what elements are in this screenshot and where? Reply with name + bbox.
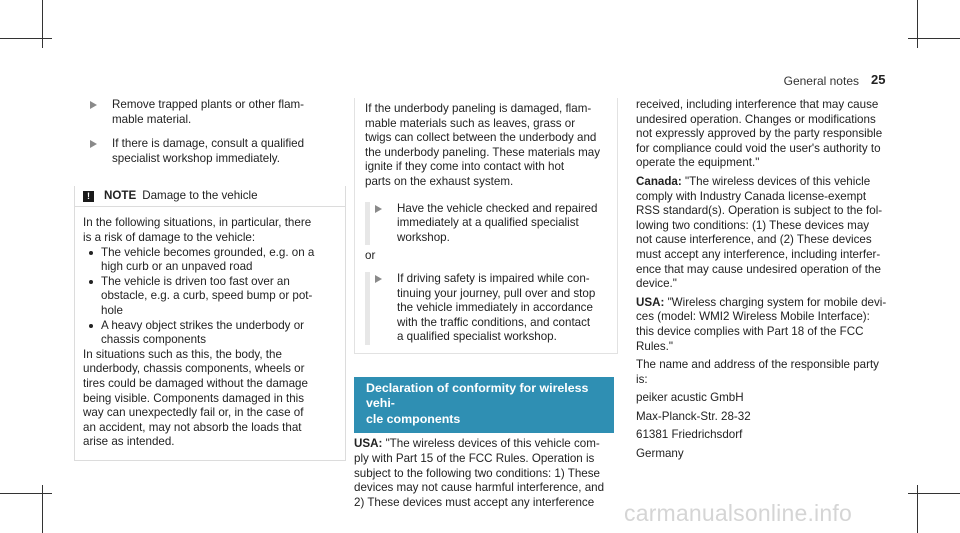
- usa-wireless-paragraph: [636, 296, 898, 354]
- note-box: [74, 186, 346, 461]
- bullet-icon: [89, 280, 93, 284]
- step-item: [80, 98, 342, 137]
- address-line: Max-Planck-Str. 28-32: [636, 409, 751, 423]
- note-title: Damage to the vehicle: [142, 189, 258, 203]
- note-intro: In the following situations, in particular, there is a risk of damage to the vehicle:: [83, 216, 312, 244]
- usa-text: "The wireless devices of this vehicle com- ply with Part 15 of the FCC Rules. Operation is subject to the following two conditions: 1) These devices may not cause harmful interference, and 2) These devices must accept any interference: [354, 437, 605, 509]
- step-text: Remove trapped plants or other flam- mable material.: [112, 98, 305, 126]
- crop-mark: [42, 485, 43, 533]
- canada-text: "The wireless devices of this vehicle comply with Industry Canada license-exempt RSS standard(s). Operation is subject to the fol- lowing two conditions: (1) These devices may not cause interference, and (2) These devices must accept any interference, including interfer- ence that may cause undesired operation of the device.": [636, 174, 883, 291]
- note-closing: In situations such as this, the body, the underbody, chassis components, wheels or tires could be damaged without the damage being visible. Components damaged in this way can unexpectedly fail or, in the case of an accident, may not absorb the loads that arise as intended.: [83, 347, 308, 449]
- canada-paragraph: [636, 175, 898, 292]
- step-text: If there is damage, consult a qualified specialist workshop immediately.: [112, 137, 305, 165]
- crop-mark: [0, 38, 52, 39]
- crop-mark: [0, 493, 52, 494]
- note-header: [75, 186, 345, 207]
- note-label: NOTE: [104, 189, 137, 203]
- column-1: [80, 98, 342, 461]
- crop-mark: [42, 0, 43, 48]
- usa-label: USA:: [636, 295, 665, 309]
- crop-mark: [917, 0, 918, 48]
- watermark: carmanualsonline.info: [624, 500, 852, 526]
- arrow-right-icon: [90, 140, 97, 148]
- or-text: or: [365, 249, 376, 263]
- responsible-party-text: The name and address of the responsible party is:: [636, 358, 879, 386]
- arrow-right-icon: [375, 275, 382, 283]
- list-item: The vehicle becomes grounded, e.g. on a high curb or an unpaved road: [83, 246, 337, 275]
- step-item: [365, 202, 617, 246]
- usa-paragraph: [354, 437, 624, 510]
- crop-mark: [908, 493, 960, 494]
- column-3: [636, 98, 898, 462]
- note-bullet-list: [83, 246, 337, 348]
- exclamation-icon: !: [83, 191, 94, 202]
- address-line: peiker acustic GmbH: [636, 391, 744, 405]
- list-item: A heavy object strikes the underbody or chassis components: [83, 319, 337, 348]
- usa-text: "Wireless charging system for mobile devi- ces (model: WMI2 Wireless Mobile Interface): this device complies with Part 18 of the FCC Rules.": [636, 295, 887, 353]
- page-number: 25: [871, 72, 886, 87]
- underbody-intro: If the underbody paneling is damaged, flam- mable materials such as leaves, grass or twigs can collect between the underbody and the underbody paneling. These materials may ignite if they come into contact with hot parts on the exhaust system.: [365, 102, 601, 188]
- crop-mark: [908, 38, 960, 39]
- step-item: [80, 137, 342, 186]
- crop-mark: [917, 485, 918, 533]
- usa-label: USA:: [354, 437, 383, 451]
- step-text: Have the vehicle checked and repaired immediately at a qualified specialist workshop.: [397, 201, 598, 244]
- bullet-icon: [89, 251, 93, 255]
- note-body: [75, 207, 345, 450]
- section-title: General notes: [783, 74, 859, 88]
- column-2: [354, 98, 624, 510]
- section-heading: Declaration of conformity for wireless vehi- cle components: [354, 377, 614, 434]
- address-line: 61381 Friedrichsdorf: [636, 428, 743, 442]
- step-item: [365, 272, 617, 345]
- address-line: Germany: [636, 447, 684, 461]
- step-text: If driving safety is impaired while con- tinuing your journey, pull over and stop the vehicle immediately in accordance with the traffic conditions, and contact a qualified specialist workshop.: [397, 271, 596, 344]
- underbody-box: [354, 98, 618, 354]
- step-list: [80, 98, 342, 186]
- canada-label: Canada:: [636, 174, 682, 188]
- list-item: The vehicle is driven too fast over an obstacle, e.g. a curb, speed bump or pot- hole: [83, 275, 337, 319]
- arrow-right-icon: [90, 101, 97, 109]
- continuation-text: received, including interference that may cause undesired operation. Changes or modifications not expressly approved by the party responsible for compliance could void the user's authority to operate the equipment.": [636, 98, 883, 170]
- arrow-right-icon: [375, 205, 382, 213]
- bullet-icon: [89, 324, 93, 328]
